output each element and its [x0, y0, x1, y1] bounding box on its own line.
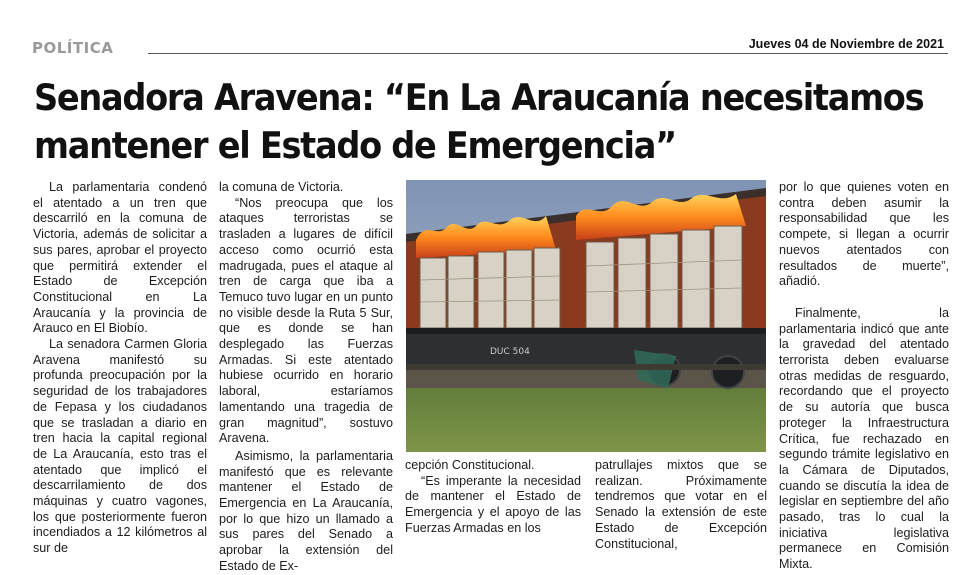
paragraph: “Es imperante la necesidad de mantener el Estado de Emergencia y el apoyo de las Fuerzas Armadas en los — [405, 473, 581, 535]
paragraph: Finalmente, la parlamentaria indicó que ante la gravedad del atentado terrorista deben evaluarse otras medidas de resguardo, recordando que el proyecto de su autoría que busca proteger la Infraestructura Crítica, fue rechazado en segundo trámite legislativo en la Cámara de Diputados, cuando se discutía la idea de legislar en septiembre del año pasado, tras lo cual la iniciativa legislativa permanece en Comisión Mixta. — [779, 305, 949, 572]
paragraph: por lo que quienes voten en contra deben asumir la responsabilidad que les compete, si llegan a ocurrir nuevos atentados con resultados de muerte”, añadió. — [779, 180, 949, 289]
article-column-1 — [33, 180, 207, 557]
paragraph: la comuna de Victoria. — [219, 180, 344, 194]
paragraph: Asimismo, la parlamentaria manifestó que es relevante mantener el Estado de Emergencia en La Araucanía, por lo que hizo un llamado a sus pares del Senado a aprobar la extensión del Estado de Ex- — [219, 448, 393, 573]
article-column-2 — [219, 180, 393, 575]
headline-line-1: Senadora Aravena: “En La Araucanía necesitamos — [34, 76, 924, 119]
article-column-3 — [405, 458, 581, 537]
article-column-5 — [779, 180, 949, 573]
paragraph: La parlamentaria condenó el atentado a un tren que descarriló en la comuna de Victoria, además de solicitar a sus pares, aprobar el proyecto que permitirá extender el Estado de Excepción Constitucional en La Araucanía y la provincia de Arauco en El Biobío. — [33, 180, 207, 336]
wagon-mark: DUC 504 — [490, 347, 530, 357]
header-rule — [148, 53, 948, 54]
issue-date: Jueves 04 de Noviembre de 2021 — [748, 37, 944, 51]
paragraph: La senadora Carmen Gloria Aravena manifestó su profunda preocupación por la seguridad de los trabajadores de Fepasa y los ciudadanos que se trasladan a diario en tren hacia la capital regional de La Araucanía, esto tras el atentado que implicó el descarrilamiento de dos máquinas y cuatro vagones, los que posteriormente fueron incendiados a 12 kilómetros al sur de — [33, 337, 207, 556]
headline — [34, 74, 924, 170]
headline-line-2: mantener el Estado de Emergencia” — [34, 124, 676, 167]
paragraph: “Nos preocupa que los ataques terroristas se trasladen a lugares de difícil acceso como ocurrió esta madrugada, pues el ataque al tren de carga que iba a Temuco tuvo lugar en un punto no visible desde la Ruta 5 Sur, que es donde se han desplegado las Fuerzas Armadas. Si este atentado hubiese ocurrido en horario laboral, estaríamos lamentando una tragedia de gran magnitud”, sostuvo Aravena. — [219, 195, 393, 446]
page-header — [30, 36, 948, 58]
paragraph: cepción Constitucional. — [405, 458, 535, 472]
paragraph: patrullajes mixtos que se realizan. Próximamente tendremos que votar en el Senado la extensión de este Estado de Excepción Constitucional, — [595, 458, 767, 551]
burning-train-photo — [406, 180, 766, 452]
article-column-4 — [595, 458, 767, 552]
photo-illustration — [406, 180, 766, 452]
section-label: POLÍTICA — [32, 39, 114, 57]
